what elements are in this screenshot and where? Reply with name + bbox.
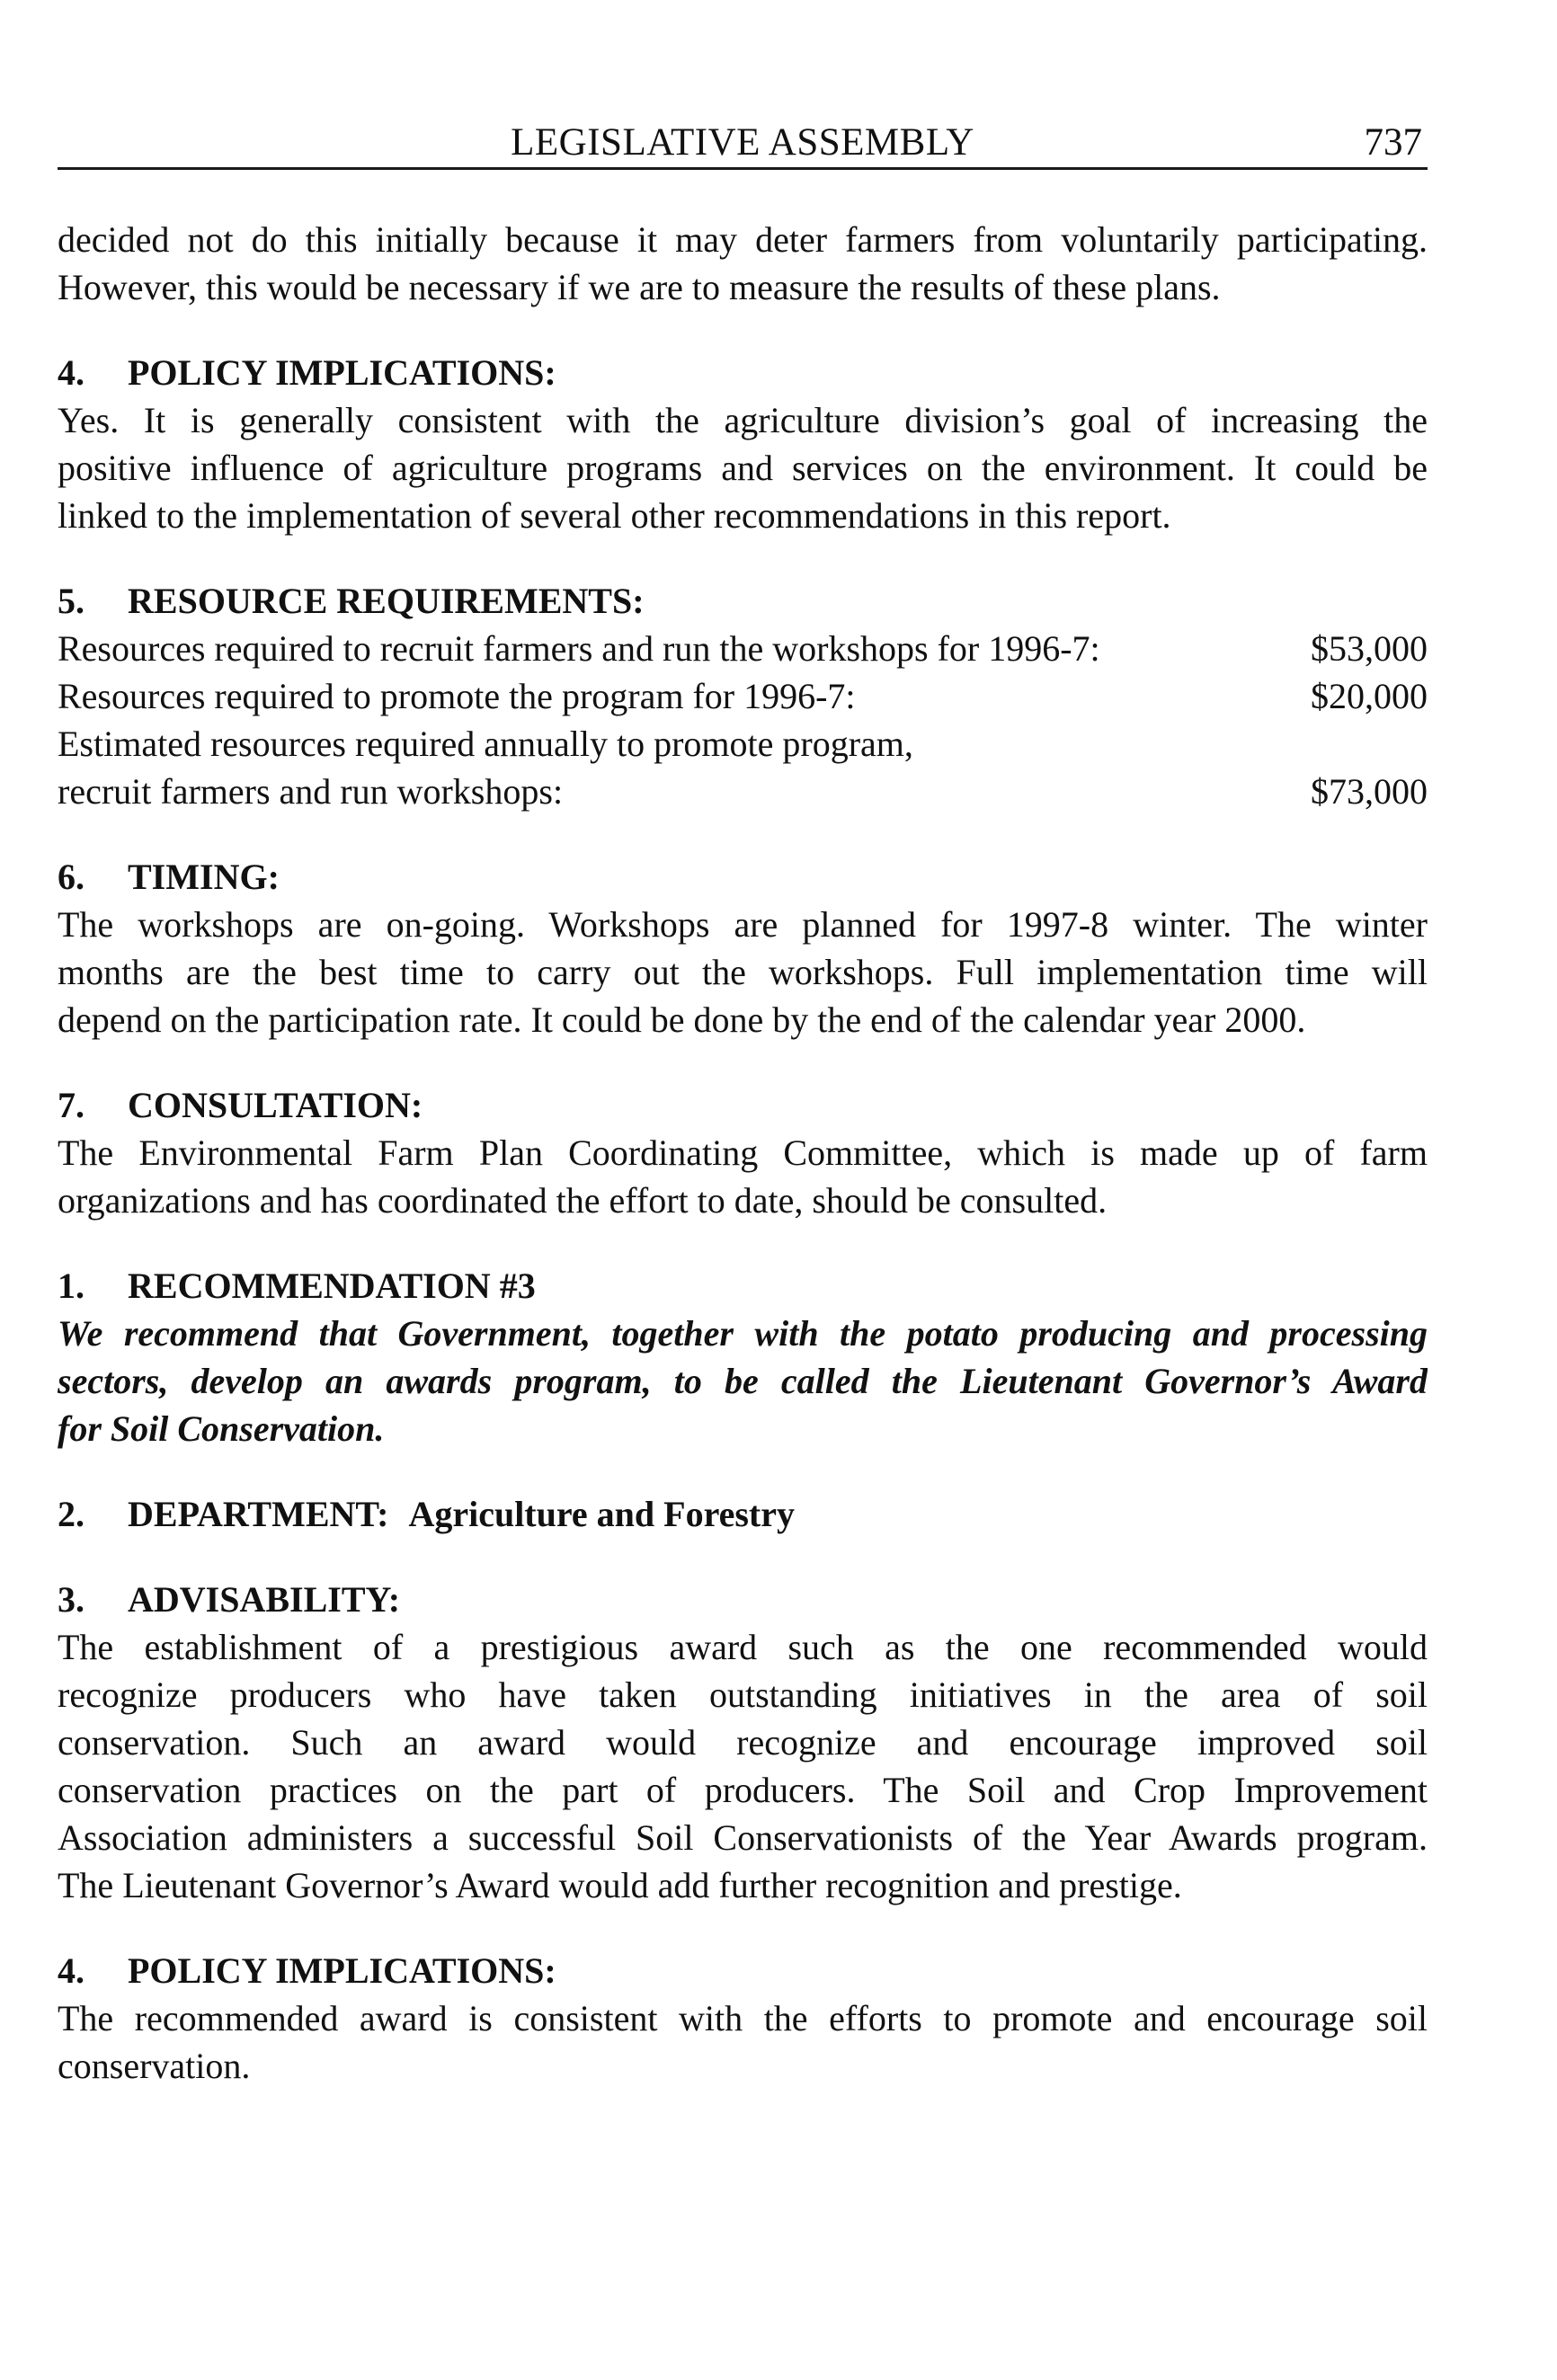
paragraph-line: The establishment of a prestigious award such as the one recommended would: [58, 1627, 1428, 1667]
paragraph-line: The Lieutenant Governor’s Award would add further recognition and prestige.: [58, 1865, 1182, 1905]
section-title: CONSULTATION:: [128, 1085, 423, 1125]
paragraph-line: The recommended award is consistent with the efforts to promote and encourage soil: [58, 1998, 1428, 2038]
paragraph-line: Association administers a successful Soil Conservationists of the Year Awards program.: [58, 1817, 1428, 1858]
recommendation-line: for Soil Conservation.: [58, 1408, 385, 1449]
paragraph-line: organizations and has coordinated the effort to date, should be consulted.: [58, 1180, 1108, 1221]
section-title: TIMING:: [128, 857, 280, 897]
intro-paragraph: [58, 216, 1428, 311]
section-heading: [58, 1490, 1428, 1538]
section-title: DEPARTMENT:: [128, 1494, 389, 1534]
section-heading: [58, 1081, 1428, 1129]
resource-row: [58, 672, 1428, 720]
resource-label: recruit farmers and run workshops:: [58, 771, 564, 812]
section-title: RECOMMENDATION #3: [128, 1265, 536, 1306]
section-heading: [58, 577, 1428, 625]
section-policy-implications-2: [58, 1947, 1428, 2090]
section-heading: [58, 853, 1428, 901]
section-title: ADVISABILITY:: [128, 1579, 401, 1620]
section-heading: [58, 349, 1428, 396]
section-number: 5.: [58, 581, 85, 621]
resource-label: Resources required to promote the program for 1996-7:: [58, 676, 856, 716]
section-number: 4.: [58, 1950, 85, 1991]
section-number: 3.: [58, 1579, 85, 1620]
department-name: Agriculture and Forestry: [408, 1494, 796, 1534]
section-policy-implications-1: [58, 349, 1428, 539]
resource-amount: $53,000: [1311, 628, 1428, 669]
resource-amount: $20,000: [1311, 676, 1428, 716]
paragraph-line: months are the best time to carry out the workshops. Full implementation time will: [58, 952, 1428, 992]
recommendation-line: We recommend that Government, together with the potato producing and processing: [58, 1313, 1428, 1354]
section-title: RESOURCE REQUIREMENTS:: [128, 581, 645, 621]
section-number: 1.: [58, 1265, 85, 1306]
paragraph-line: The workshops are on-going. Workshops are planned for 1997-8 winter. The winter: [58, 904, 1428, 945]
section-consultation: [58, 1081, 1428, 1224]
section-heading: [58, 1262, 1428, 1310]
section-heading: [58, 1576, 1428, 1623]
running-title: LEGISLATIVE ASSEMBLY: [511, 121, 974, 164]
paragraph-line: decided not do this initially because it may deter farmers from voluntarily participating.: [58, 219, 1428, 260]
paragraph-line: However, this would be necessary if we are to measure the results of these plans.: [58, 267, 1221, 307]
recommendation-line: sectors, develop an awards program, to be called the Lieutenant Governor’s Award: [58, 1361, 1428, 1401]
section-title: POLICY IMPLICATIONS:: [128, 1950, 556, 1991]
page-header: [58, 115, 1428, 170]
resource-row: [58, 625, 1428, 672]
paragraph-line: conservation. Such an award would recognize and encourage improved soil: [58, 1722, 1428, 1763]
paragraph-line: linked to the implementation of several other recommendations in this report.: [58, 495, 1171, 536]
section-title: POLICY IMPLICATIONS:: [128, 352, 556, 393]
section-heading: [58, 1947, 1428, 1994]
section-number: 2.: [58, 1494, 85, 1534]
section-timing: [58, 853, 1428, 1043]
section-department: [58, 1490, 1428, 1538]
section-advisability: [58, 1576, 1428, 1909]
section-recommendation: [58, 1262, 1428, 1452]
paragraph-line: recognize producers who have taken outstanding initiatives in the area of soil: [58, 1674, 1428, 1715]
resource-row: [58, 720, 1428, 768]
resource-label: Estimated resources required annually to promote program,: [58, 724, 913, 764]
section-number: 6.: [58, 857, 85, 897]
paragraph-line: positive influence of agriculture programs and services on the environment. It could be: [58, 448, 1428, 488]
page-number: 737: [1364, 121, 1422, 164]
page-body: [58, 216, 1428, 2090]
paragraph-line: depend on the participation rate. It could be done by the end of the calendar year 2000.: [58, 999, 1306, 1040]
section-number: 7.: [58, 1085, 85, 1125]
section-resource-requirements: [58, 577, 1428, 815]
resource-amount: $73,000: [1311, 771, 1428, 812]
paragraph-line: The Environmental Farm Plan Coordinating Committee, which is made up of farm: [58, 1132, 1428, 1173]
resource-label: Resources required to recruit farmers and run the workshops for 1996-7:: [58, 628, 1100, 669]
paragraph-line: Yes. It is generally consistent with the agriculture division’s goal of increasing the: [58, 400, 1428, 440]
paragraph-line: conservation practices on the part of producers. The Soil and Crop Improvement: [58, 1770, 1428, 1810]
paragraph-line: conservation.: [58, 2046, 251, 2086]
section-number: 4.: [58, 352, 85, 393]
resource-row: [58, 768, 1428, 815]
